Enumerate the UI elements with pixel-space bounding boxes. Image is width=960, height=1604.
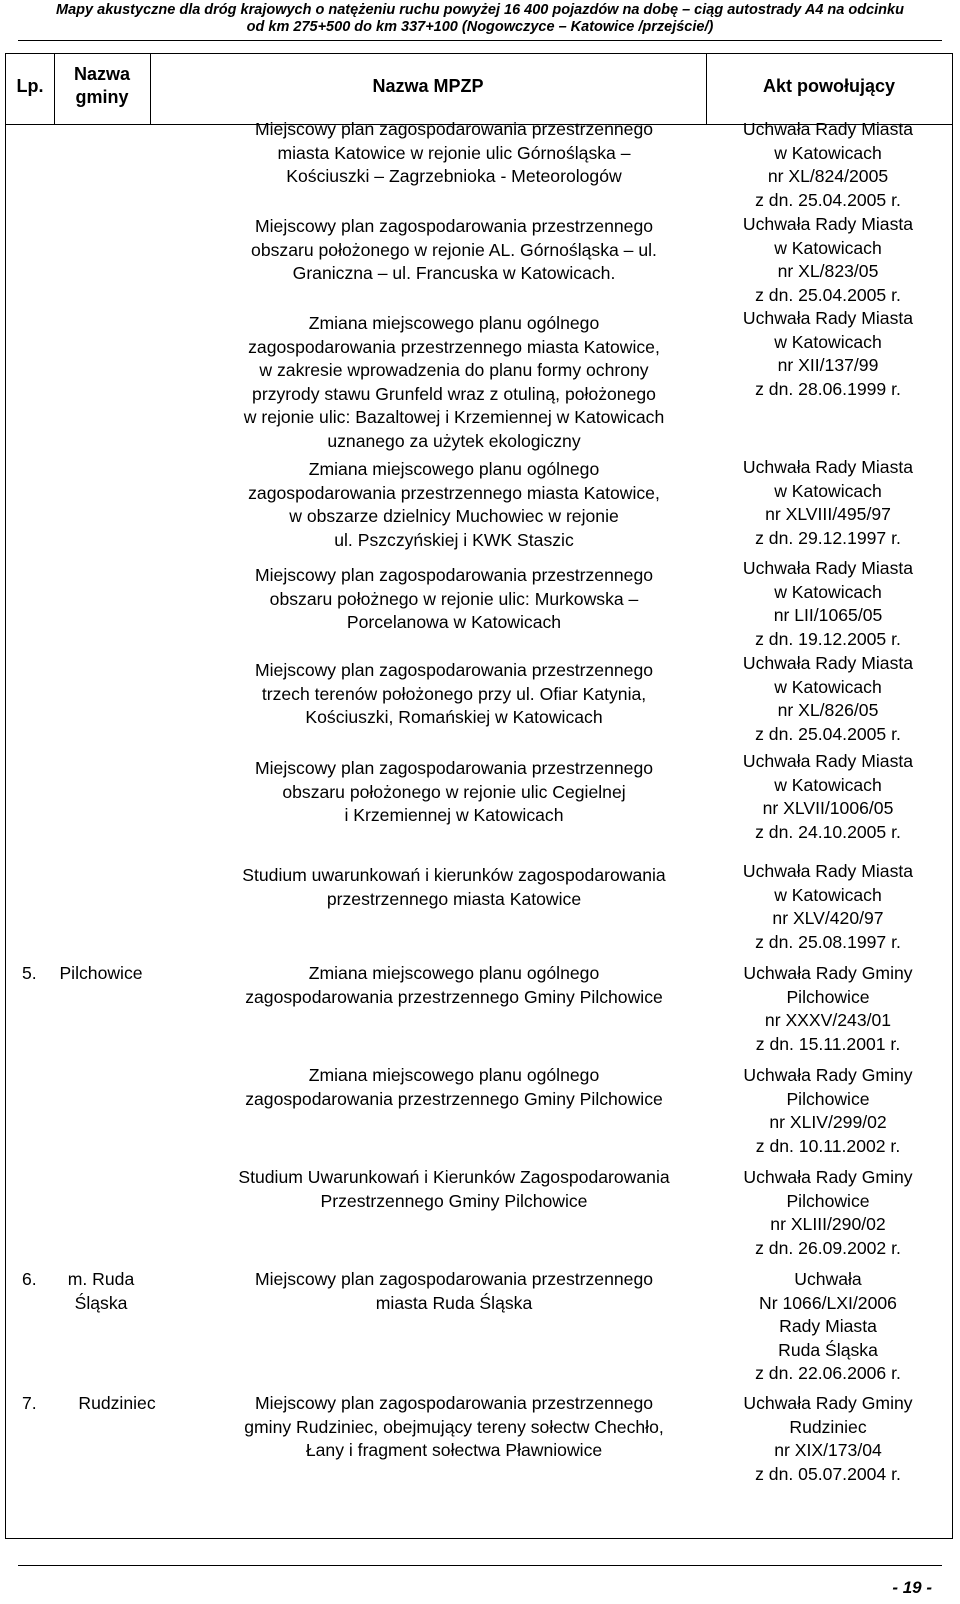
footer-divider <box>18 1565 942 1566</box>
mpzp-name: Miejscowy plan zagospodarowania przestrzennego obszaru położonego w rejonie ulic Cegielnej i Krzemiennej w Katowicach <box>254 758 654 825</box>
mpzp-name: Miejscowy plan zagospodarowania przestrzennego miasta Ruda Śląska <box>254 1269 654 1313</box>
resolution-act: Uchwała Rady Miasta w Katowicach nr XL/824/2005 z dn. 25.04.2005 r. <box>742 119 914 210</box>
resolution-act: Uchwała Rady Gminy Pilchowice nr XLIII/290/02 z dn. 26.09.2002 r. <box>743 1167 913 1258</box>
row-number: 6. <box>22 1269 37 1289</box>
mpzp-name: Miejscowy plan zagospodarowania przestrzennego obszaru położnego w rejonie ulic: Murkowska – Porcelanowa w Katowicach <box>254 565 654 632</box>
mpzp-name: Miejscowy plan zagospodarowania przestrzennego gminy Rudziniec, obejmujący tereny sołectw Chechło, Łany i fragment sołectwa Pławniowice <box>244 1393 664 1460</box>
header-divider <box>18 40 942 41</box>
column-header-akt: Akt powołujący <box>762 76 896 96</box>
column-header-lp: Lp. <box>16 76 44 96</box>
page-number: - 19 - <box>892 1578 932 1597</box>
column-header-gmina: Nazwa gminy <box>73 64 131 107</box>
header-line-1: Mapy akustyczne dla dróg krajowych o natężeniu ruchu powyżej 16 400 pojazdów na dobę – ciąg autostrady A4 na odcinku <box>56 2 904 18</box>
gmina-name: m. Ruda Śląska <box>67 1269 135 1313</box>
mpzp-name: Miejscowy plan zagospodarowania przestrzennego miasta Katowice w rejonie ulic Górnośląska – Kościuszki – Zagrzebnioka - Meteorologów <box>254 119 654 186</box>
page-header <box>0 2 960 36</box>
row-number: 5. <box>22 963 37 983</box>
resolution-act: Uchwała Rady Gminy Rudziniec nr XIX/173/04 z dn. 05.07.2004 r. <box>743 1393 913 1484</box>
header-line-2: od km 275+500 do km 337+100 (Nogowczyce – Katowice /przejście/) <box>246 19 714 35</box>
resolution-act: Uchwała Rady Miasta w Katowicach nr XLVIII/495/97 z dn. 29.12.1997 r. <box>742 457 914 548</box>
mpzp-name: Zmiana miejscowego planu ogólnego zagospodarowania przestrzennego miasta Katowice, w obszarze dzielnicy Muchowiec w rejonie ul. Pszczyńskiej i KWK Staszic <box>248 459 660 550</box>
resolution-act: Uchwała Rady Miasta w Katowicach nr XLVII/1006/05 z dn. 24.10.2005 r. <box>742 751 914 842</box>
gmina-name: Pilchowice <box>59 963 143 983</box>
mpzp-name: Miejscowy plan zagospodarowania przestrzennego trzech terenów położonego przy ul. Ofiar Katynia, Kościuszki, Romańskiej w Katowicach <box>254 660 654 727</box>
column-header-mpzp: Nazwa MPZP <box>372 76 484 96</box>
mpzp-name: Miejscowy plan zagospodarowania przestrzennego obszaru położonego w rejonie AL. Górnośląska – ul. Graniczna – ul. Francuska w Katowicach. <box>251 216 657 283</box>
row-number: 7. <box>22 1393 37 1413</box>
gmina-name: Rudziniec <box>78 1393 156 1413</box>
mpzp-name: Studium Uwarunkowań i Kierunków Zagospodarowania Przestrzennego Gminy Pilchowice <box>238 1167 670 1211</box>
resolution-act: Uchwała Rady Miasta w Katowicach nr LII/1065/05 z dn. 19.12.2005 r. <box>742 558 914 649</box>
resolution-act: Uchwała Nr 1066/LXI/2006 Rady Miasta Ruda Śląska z dn. 22.06.2006 r. <box>755 1269 901 1383</box>
mpzp-name: Zmiana miejscowego planu ogólnego zagospodarowania przestrzennego Gminy Pilchowice <box>245 1065 663 1109</box>
resolution-act: Uchwała Rady Miasta w Katowicach nr XL/826/05 z dn. 25.04.2005 r. <box>742 653 914 744</box>
resolution-act: Uchwała Rady Gminy Pilchowice nr XXXV/243/01 z dn. 15.11.2001 r. <box>743 963 913 1054</box>
mpzp-name: Zmiana miejscowego planu ogólnego zagospodarowania przestrzennego miasta Katowice, w zakresie wprowadzenia do planu formy ochrony przyrody stawu Grunfeld wraz z otuliną, położonego w rejonie ulic: Bazaltowej i Krzemiennej w Katowicach uznanego za użytek ekologiczny <box>243 313 665 451</box>
resolution-act: Uchwała Rady Gminy Pilchowice nr XLIV/299/02 z dn. 10.11.2002 r. <box>743 1065 913 1156</box>
resolution-act: Uchwała Rady Miasta w Katowicach nr XL/823/05 z dn. 25.04.2005 r. <box>742 214 914 305</box>
resolution-act: Uchwała Rady Miasta w Katowicach nr XLV/420/97 z dn. 25.08.1997 r. <box>742 861 914 952</box>
mpzp-name: Studium uwarunkowań i kierunków zagospodarowania przestrzennego miasta Katowice <box>242 865 666 909</box>
mpzp-name: Zmiana miejscowego planu ogólnego zagospodarowania przestrzennego Gminy Pilchowice <box>245 963 663 1007</box>
resolution-act: Uchwała Rady Miasta w Katowicach nr XII/137/99 z dn. 28.06.1999 r. <box>742 308 914 399</box>
